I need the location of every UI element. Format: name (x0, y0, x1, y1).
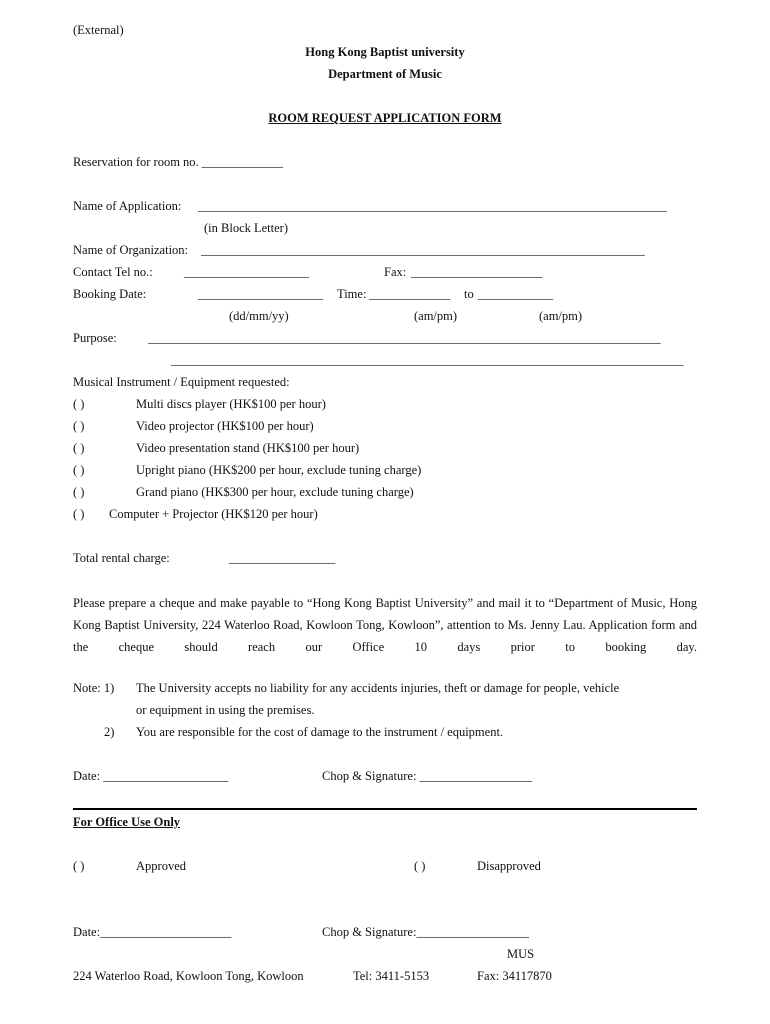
organization-field[interactable]: _______________________________________________________________________ (201, 243, 645, 257)
booking-date-label: Booking Date: (73, 287, 147, 301)
footer-address: 224 Waterloo Road, Kowloon Tong, Kowloon (73, 969, 304, 983)
time-start-ampm-hint: (am/pm) (414, 309, 458, 323)
time-label: Time: (337, 287, 367, 301)
department-name: Department of Music (328, 67, 442, 81)
time-end-ampm-hint: (am/pm) (539, 309, 583, 323)
office-use-heading: For Office Use Only (73, 815, 181, 829)
total-rental-label: Total rental charge: (73, 551, 170, 565)
equipment-item-label: Grand piano (HK$300 per hour, exclude tuning charge) (136, 485, 414, 499)
time-start-field[interactable]: _____________ (369, 287, 451, 301)
checkbox-video-projector[interactable]: ( ) (73, 419, 85, 433)
equipment-item-label: Computer + Projector (HK$120 per hour) (109, 507, 318, 521)
fax-field[interactable]: _____________________ (411, 265, 543, 279)
note-1-line-1: The University accepts no liability for any accidents injuries, theft or damage for people, vehicle (136, 681, 620, 695)
note-2-number: 2) (104, 725, 115, 739)
block-letter-hint: (in Block Letter) (204, 221, 288, 235)
footer-fax: Fax: 34117870 (477, 969, 552, 983)
purpose-field-line-2[interactable]: __________________________________________________________________________________ (171, 353, 684, 367)
time-end-field[interactable]: ____________ (478, 287, 553, 301)
equipment-item-label: Multi discs player (HK$100 per hour) (136, 397, 326, 411)
form-code: MUS (507, 947, 535, 961)
applicant-date-field[interactable]: Date: ____________________ (73, 769, 229, 783)
tel-field[interactable]: ____________________ (184, 265, 309, 279)
booking-date-field[interactable]: ____________________ (198, 287, 323, 301)
footer-tel: Tel: 3411-5153 (353, 969, 430, 983)
equipment-item-label: Video projector (HK$100 per hour) (136, 419, 314, 433)
checkbox-disapproved[interactable]: ( ) (414, 859, 426, 873)
name-field[interactable]: ___________________________________________________________________________ (198, 199, 667, 213)
form-title: ROOM REQUEST APPLICATION FORM (268, 111, 502, 125)
total-rental-field[interactable]: _________________ (229, 551, 336, 565)
office-signature-field[interactable]: Chop & Signature:__________________ (322, 925, 529, 939)
room-number-field[interactable]: Reservation for room no. _____________ (73, 155, 284, 169)
checkbox-computer-projector[interactable]: ( ) (73, 507, 85, 521)
name-label: Name of Application: (73, 199, 182, 213)
checkbox-approved[interactable]: ( ) (73, 859, 85, 873)
fax-label: Fax: (384, 265, 407, 279)
applicant-signature-field[interactable]: Chop & Signature: __________________ (322, 769, 533, 783)
equipment-item-label: Upright piano (HK$200 per hour, exclude tuning charge) (136, 463, 422, 477)
purpose-label: Purpose: (73, 331, 117, 345)
section-divider (73, 808, 697, 810)
purpose-field-line-1[interactable]: __________________________________________________________________________________ (148, 331, 661, 345)
checkbox-video-presentation-stand[interactable]: ( ) (73, 441, 85, 455)
approved-label: Approved (136, 859, 186, 873)
checkbox-multi-disc-player[interactable]: ( ) (73, 397, 85, 411)
note-label: Note: 1) (73, 681, 115, 695)
equipment-item-label: Video presentation stand (HK$100 per hour) (136, 441, 360, 455)
disapproved-label: Disapproved (477, 859, 541, 873)
note-2-text: You are responsible for the cost of damage to the instrument / equipment. (136, 725, 504, 739)
external-tag: (External) (73, 23, 124, 37)
note-1-line-2: or equipment in using the premises. (136, 703, 315, 717)
checkbox-grand-piano[interactable]: ( ) (73, 485, 85, 499)
time-to-label: to (464, 287, 474, 301)
university-name: Hong Kong Baptist university (305, 45, 465, 59)
equipment-heading: Musical Instrument / Equipment requested: (73, 375, 290, 389)
checkbox-upright-piano[interactable]: ( ) (73, 463, 85, 477)
organization-label: Name of Organization: (73, 243, 189, 257)
date-format-hint: (dd/mm/yy) (229, 309, 289, 323)
payment-instructions: Please prepare a cheque and make payable to “Hong Kong Baptist University” and mail it to “Department of Music, Hong Kong Baptist University, 224 Waterloo Road, Kowloon Tong, Kowloon”, attention to Ms. Jenny Lau. Application form and the cheque should reach our Office 10 days prior to booking day. (73, 596, 697, 654)
tel-label: Contact Tel no.: (73, 265, 153, 279)
office-date-field[interactable]: Date:_____________________ (73, 925, 232, 939)
